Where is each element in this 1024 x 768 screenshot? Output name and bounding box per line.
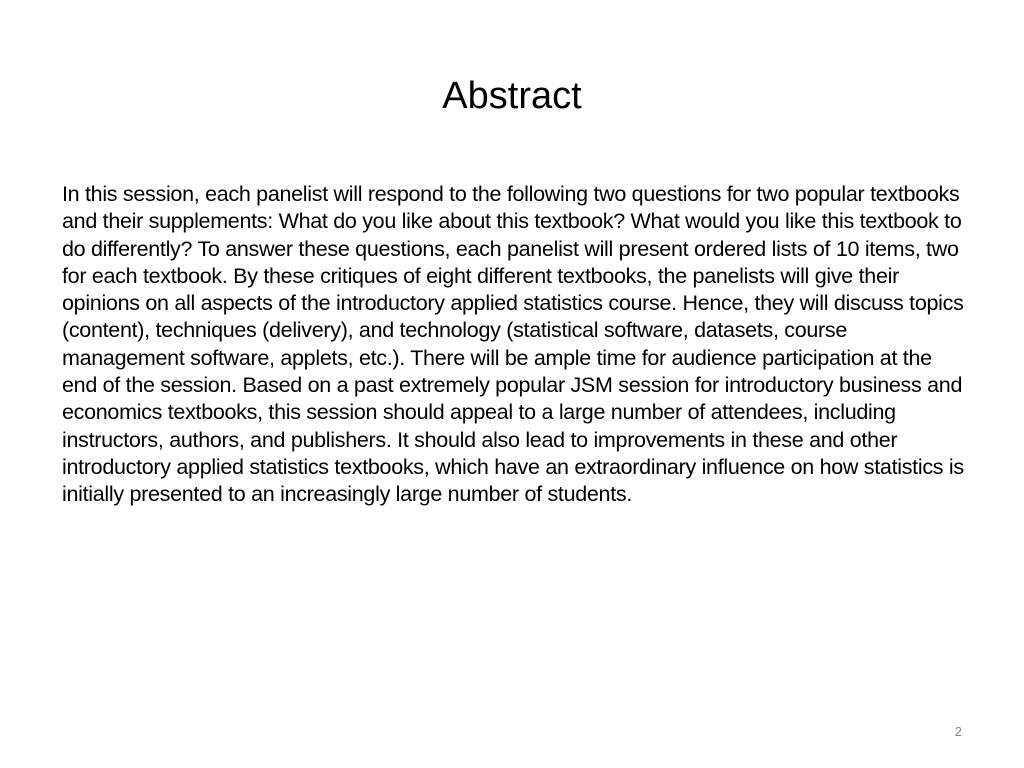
slide-page-number: 2 <box>954 724 962 739</box>
abstract-paragraph: In this session, each panelist will respond to the following two questions for two popular textbooks and their supplements: What do you like about this textbook? What would you like this textbook to do differently? To answer these questions, each panelist will present ordered lists of 10 items, two for each textbook. By these critiques of eight different textbooks, the panelists will give their opinions on all aspects of the introductory applied statistics course. Hence, they will discuss topics (content), techniques (delivery), and technology (statistical software, datasets, course management software, applets, etc.). There will be ample time for audience participation at the end of the session. Based on a past extremely popular JSM session for introductory business and economics textbooks, this session should appeal to a large number of attendees, including instructors, authors, and publishers. It should also lead to improvements in these and other introductory applied statistics textbooks, which have an extraordinary influence on how statistics is initially presented to an increasingly large number of students. <box>62 182 964 507</box>
slide-title: Abstract <box>442 75 582 117</box>
